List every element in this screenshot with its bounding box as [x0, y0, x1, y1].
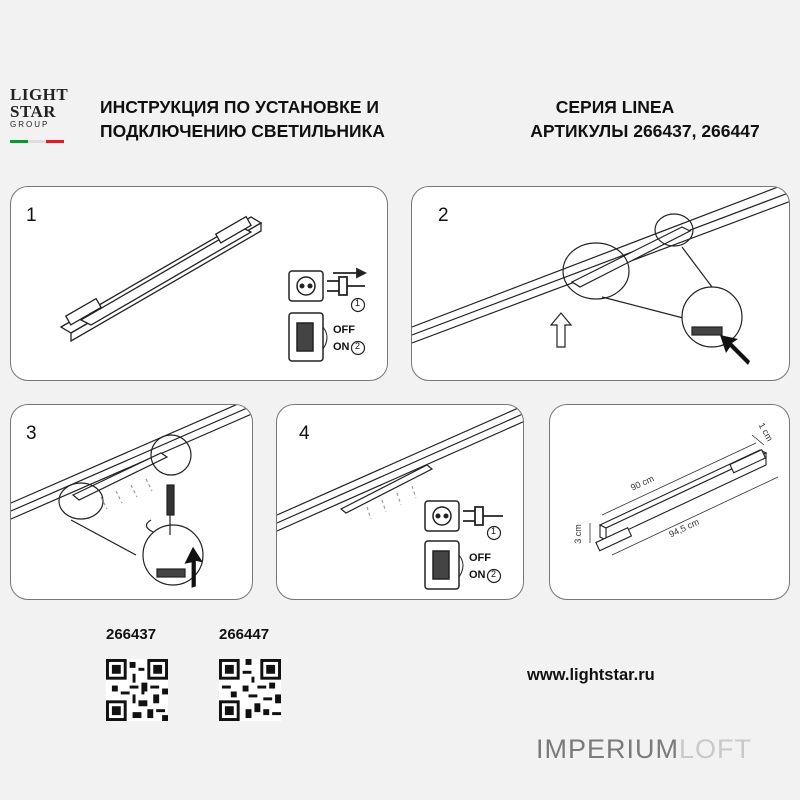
page-title	[100, 95, 385, 143]
plug-icon	[327, 269, 365, 295]
step-panel-4	[276, 404, 524, 600]
articles-line: АРТИКУЛЫ 266437, 266447	[530, 121, 760, 141]
dim-total: 94,5 cm	[667, 516, 701, 540]
qr-code-icon	[106, 659, 168, 721]
flag-stripe	[10, 140, 64, 143]
switch-on-label: ON	[469, 569, 486, 581]
watermark	[536, 734, 752, 765]
plug-icon	[463, 507, 503, 525]
track-mount-illustration	[412, 187, 790, 381]
step-panel-1	[10, 186, 388, 381]
step-panel-3	[10, 404, 253, 600]
series-block	[495, 95, 795, 143]
switch-icon	[425, 541, 459, 589]
arrow-icon	[720, 335, 750, 365]
logo-line3: GROUP	[10, 120, 50, 129]
badge-1: 1	[491, 526, 497, 536]
screw-fix-illustration	[11, 405, 253, 600]
dimensions-panel	[549, 404, 790, 600]
rotate-arrow-icon	[146, 520, 153, 532]
switch-off-label: OFF	[469, 552, 491, 564]
step-panel-2	[411, 186, 790, 381]
luminaire-illustration	[11, 187, 388, 381]
brand-logo	[10, 85, 69, 130]
step-number: 2	[438, 205, 449, 226]
badge-1: 1	[355, 298, 361, 308]
dimensions-drawing	[550, 405, 790, 600]
arrow-up-icon	[551, 313, 571, 347]
website-link[interactable]: www.lightstar.ru	[527, 666, 655, 684]
article-code-2: 266447	[219, 626, 270, 643]
switch-on-label: ON	[333, 341, 350, 353]
watermark-part1: IMPERIUM	[536, 734, 679, 764]
step-number: 4	[299, 423, 310, 444]
step-number: 3	[26, 423, 37, 444]
logo-line1: LIGHT	[10, 85, 69, 104]
step-number: 1	[26, 205, 37, 226]
watermark-part2: LOFT	[679, 734, 753, 764]
dim-length: 90 cm	[629, 473, 656, 493]
title-line1: ИНСТРУКЦИЯ ПО УСТАНОВКЕ И	[100, 97, 379, 117]
qr-code-icon	[219, 659, 281, 721]
switch-off-label: OFF	[333, 324, 355, 336]
switch-icon	[289, 313, 323, 361]
badge-2: 2	[355, 341, 361, 351]
connect-power-illustration	[277, 405, 524, 600]
logo-line2: STAR	[10, 102, 57, 121]
dim-width: 1 cm	[756, 421, 775, 443]
socket-icon	[289, 271, 323, 301]
dim-height: 3 cm	[572, 524, 583, 544]
badge-2: 2	[491, 569, 497, 579]
series-line: СЕРИЯ LINEA	[555, 97, 675, 117]
title-line2: ПОДКЛЮЧЕНИЮ СВЕТИЛЬНИКА	[100, 121, 385, 141]
article-code-1: 266437	[106, 626, 157, 643]
socket-icon	[425, 501, 459, 531]
